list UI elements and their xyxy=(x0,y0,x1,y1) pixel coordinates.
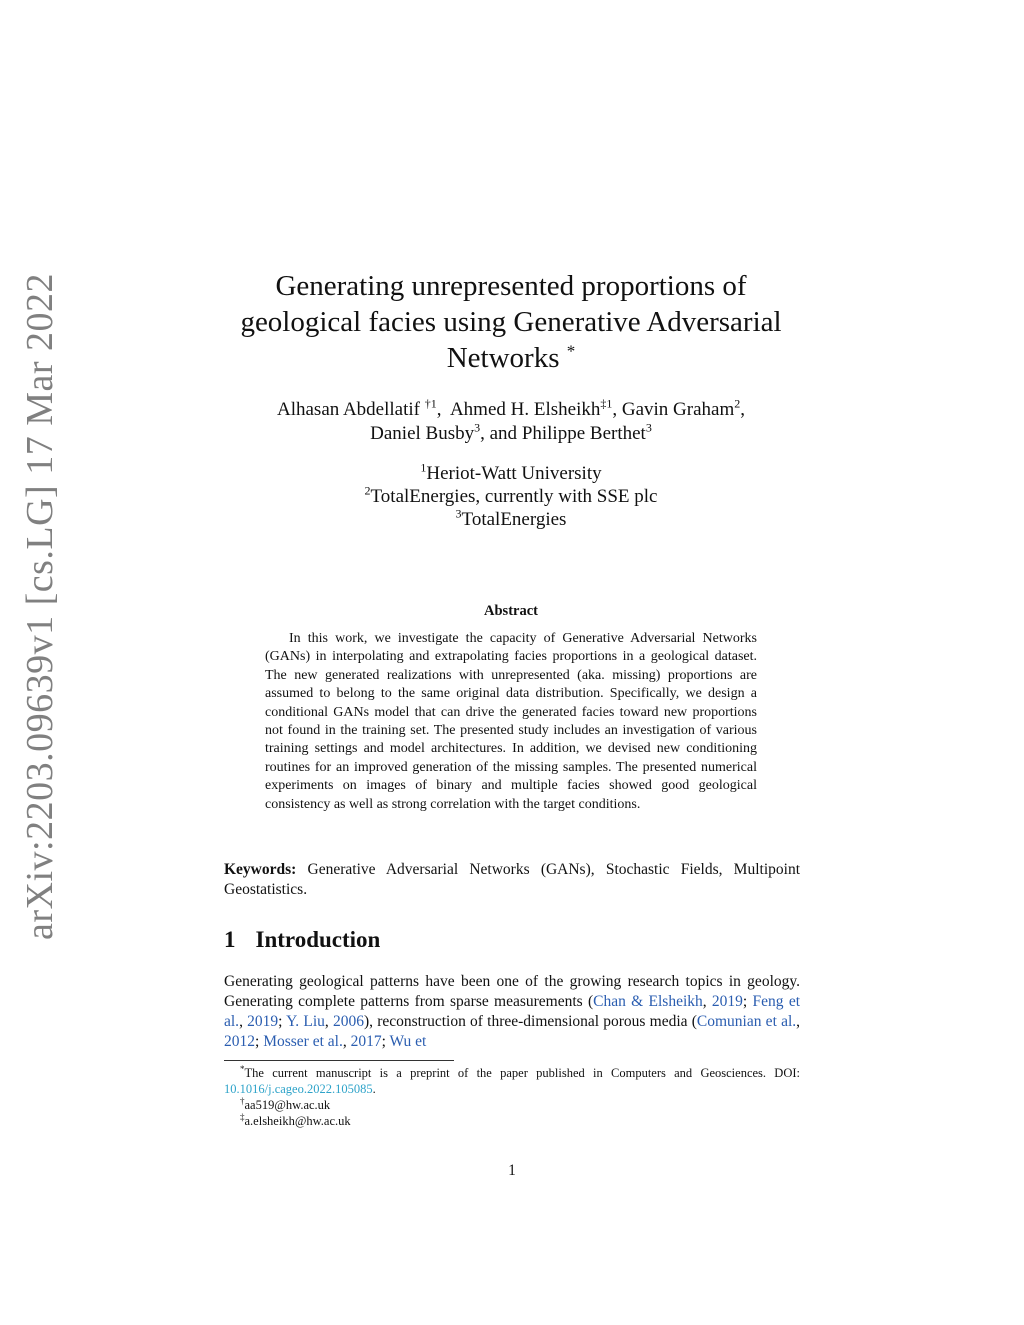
paper-title xyxy=(220,268,802,376)
footnotes xyxy=(224,1065,800,1129)
intro-text: ; xyxy=(255,1033,264,1050)
affiliation xyxy=(220,485,802,508)
title-line-3 xyxy=(220,340,802,376)
footnote-divider xyxy=(224,1060,454,1061)
citation-link[interactable]: Y. Liu xyxy=(286,1013,325,1030)
keywords-text: Generative Adversarial Networks (GANs), Stochastic Fields, Multipoint Geostatistics. xyxy=(224,861,801,898)
footnote-email: aa519@hw.ac.uk xyxy=(244,1098,331,1112)
page-number: 1 xyxy=(508,1162,516,1179)
footnote-marker: * xyxy=(240,1063,245,1074)
author-affiliation-marker: ‡1 xyxy=(600,396,613,411)
footnote-preprint xyxy=(224,1065,800,1097)
author-name: Ahmed H. Elsheikh xyxy=(449,399,601,420)
footnote-text: The current manuscript is a preprint of the paper published in Computers and Geosciences. DOI: xyxy=(244,1066,800,1080)
citation-year-link[interactable]: 2017 xyxy=(350,1033,382,1050)
affiliation-marker: 2 xyxy=(364,483,371,498)
author-name: Gavin Graham xyxy=(621,399,735,420)
author-affiliation-marker: †1 xyxy=(424,396,437,411)
footnote-text: . xyxy=(372,1082,376,1096)
citation-link[interactable]: Wu et xyxy=(389,1033,427,1050)
intro-text: , xyxy=(324,1013,333,1030)
intro-text: Generating geological patterns have been one of the growing research topics in geology. Generating complete patterns from sparse measurements ( xyxy=(224,973,800,1010)
footnote-email: a.elsheikh@hw.ac.uk xyxy=(244,1114,351,1128)
citation-year-link[interactable]: 2012 xyxy=(224,1033,255,1050)
author-line-2: Daniel Busby$^3$, and Philippe Berthet$^3$ xyxy=(370,420,652,444)
title-footnote-marker[interactable]: * xyxy=(566,341,576,361)
affiliation xyxy=(220,508,802,531)
author-name: Philippe Berthet xyxy=(521,423,646,444)
section-number: 1 xyxy=(224,927,236,952)
citation-link[interactable]: Comunian et al. xyxy=(696,1013,797,1030)
author-line-1: Alhasan Abdellatif $^{\dagger 1}$, Ahmed H. Elsheikh$^{\ddagger 1}$, Gavin Graham$^2$, xyxy=(277,396,745,420)
author-conjunction: and xyxy=(489,423,518,444)
intro-text: ; xyxy=(278,1013,287,1030)
keywords-label: Keywords: xyxy=(224,861,297,878)
section-title: Introduction xyxy=(255,927,381,952)
intro-text: , xyxy=(702,993,712,1010)
citation-link[interactable]: Feng et al. xyxy=(224,993,801,1030)
author-affiliation-marker: 2 xyxy=(734,396,741,411)
affiliation-list xyxy=(220,462,802,531)
footnote-marker: † xyxy=(240,1095,245,1106)
intro-text: , xyxy=(239,1013,248,1030)
intro-text: , xyxy=(796,1013,801,1030)
citation-link[interactable]: Mosser et al. xyxy=(263,1033,343,1050)
introduction-paragraph xyxy=(224,972,800,1052)
affiliation-marker: 3 xyxy=(455,506,462,521)
footnote-email-2 xyxy=(224,1113,800,1129)
author-affiliation-marker: 3 xyxy=(474,420,481,435)
citation-year-link[interactable]: 2006 xyxy=(332,1013,364,1030)
affiliation xyxy=(220,462,802,485)
citation-year-link[interactable]: 2019 xyxy=(247,1013,279,1030)
author-name: Daniel Busby xyxy=(370,423,475,444)
intro-text: , xyxy=(342,1033,351,1050)
affiliation-text: Heriot-Watt University xyxy=(426,463,602,484)
author-name: Alhasan Abdellatif xyxy=(277,399,420,420)
footnote-marker: ‡ xyxy=(240,1111,245,1122)
section-heading-introduction xyxy=(224,927,380,953)
affiliation-text: TotalEnergies, currently with SSE plc xyxy=(370,486,658,507)
author-affiliation-marker: 3 xyxy=(645,420,652,435)
doi-link[interactable]: 10.1016/j.cageo.2022.105085 xyxy=(224,1082,373,1096)
intro-text: ), reconstruction of three-dimensional porous media ( xyxy=(363,1013,697,1030)
intro-text: ; xyxy=(742,993,753,1010)
title-line-2: geological facies using Generative Adversarial xyxy=(240,306,782,338)
author-list xyxy=(220,398,802,446)
abstract-text: In this work, we investigate the capacity of Generative Adversarial Networks (GANs) in interpolating and extrapolating facies proportions in a geological dataset. The new generated realizations with unrepresented (aka. missing) proportions are assumed to belong to the same original data distribution. Specifically, we design a conditional GANs model that can drive the generated facies toward new proportions not found in the training set. The presented study includes an investigation of various training settings and model architectures. In addition, we devised new conditioning routines for an improved generation of the missing samples. The presented numerical experiments on images of binary and multiple facies showed good geological consistency as well as strong correlation with the target conditions. xyxy=(265,631,757,812)
affiliation-marker: 1 xyxy=(420,460,427,475)
title-line-3-text: Networks xyxy=(446,342,560,374)
affiliation-text: TotalEnergies xyxy=(461,509,567,530)
abstract-heading: Abstract xyxy=(484,603,538,619)
arxiv-identifier: arXiv:2203.09639v1 [cs.LG] 17 Mar 2022 xyxy=(19,272,61,940)
title-line-1: Generating unrepresented proportions of xyxy=(275,270,747,302)
keywords xyxy=(224,860,800,900)
citation-year-link[interactable]: 2019 xyxy=(711,993,743,1010)
citation-link[interactable]: Chan & Elsheikh xyxy=(593,993,703,1010)
intro-text: ; xyxy=(381,1033,390,1050)
footnote-email-1 xyxy=(224,1097,800,1113)
